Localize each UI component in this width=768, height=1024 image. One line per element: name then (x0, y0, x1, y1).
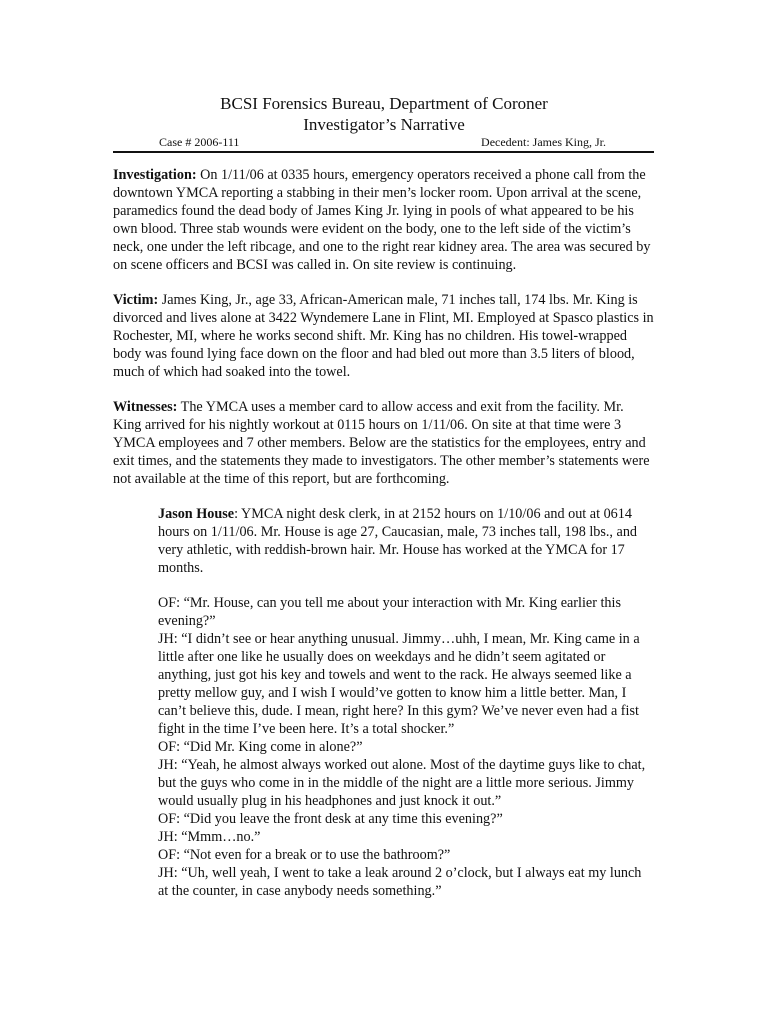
witnesses-paragraph (113, 398, 654, 488)
investigation-label: Investigation: (113, 167, 197, 183)
document-title: BCSI Forensics Bureau, Department of Coroner (220, 94, 548, 113)
victim-label: Victim: (113, 292, 159, 308)
transcript-line: OF: “Did you leave the front desk at any time this evening?” (158, 811, 503, 827)
transcript-line: OF: “Not even for a break or to use the bathroom?” (158, 847, 451, 863)
victim-text: James King, Jr., age 33, African-American male, 71 inches tall, 174 lbs. Mr. King is divorced and lives alone at 3422 Wyndemere Lane in Flint, MI. Employed at Spasco plastics in Rochester, MI, where he works second shift. Mr. King has no children. His towel-wrapped body was found lying face down on the floor and had bled out more than 3.5 liters of blood, much of which had soaked into the towel. (113, 292, 654, 380)
witness-paragraph (158, 505, 654, 577)
witnesses-text: The YMCA uses a member card to allow access and exit from the facility. Mr. King arrived for his nightly workout at 0115 hours on 1/11/06. On site at that time were 3 YMCA employees and 7 other members. Below are the statistics for the employees, entry and exit times, and the statements they made to investigators. The other member’s statements were not available at the time of this report, but are forthcoming. (113, 399, 650, 487)
transcript-line: JH: “Mmm…no.” (158, 829, 261, 845)
decedent-name: Decedent: James King, Jr. (481, 135, 606, 149)
interview-transcript (158, 594, 654, 900)
case-info-line (113, 135, 654, 153)
narrative-body (113, 166, 654, 900)
transcript-line: OF: “Mr. House, can you tell me about your interaction with Mr. King earlier this evening?” (158, 595, 621, 629)
investigation-text: On 1/11/06 at 0335 hours, emergency operators received a phone call from the downtown YMCA reporting a stabbing in their men’s locker room. Upon arrival at the scene, paramedics found the dead body of James King Jr. lying in pools of what appeared to be his own blood. Three stab wounds were evident on the body, one to the left side of the victim’s neck, one under the left ribcage, and one to the right rear kidney area. The area was secured by on scene officers and BCSI was called in. On site review is continuing. (113, 167, 651, 273)
transcript-line: JH: “I didn’t see or hear anything unusual. Jimmy…uhh, I mean, Mr. King came in a little after one like he usually does on weekdays and he didn’t seem agitated or anything, just got his key and towels and went to the rack. He always seemed like a pretty mellow guy, and I wish I would’ve gotten to know him a little better. Man, I can’t believe this, dude. I mean, right here? In this gym? We’ve never even had a fist fight in the time I’ve been here. It’s a total shocker.” (158, 631, 640, 737)
transcript-line: JH: “Yeah, he almost always worked out alone. Most of the daytime guys like to chat, but the guys who come in in the middle of the night are a little more serious. Jimmy would usually plug in his headphones and just knock it out.” (158, 757, 646, 809)
investigation-paragraph (113, 166, 654, 274)
witnesses-label: Witnesses: (113, 399, 178, 415)
victim-paragraph (113, 291, 654, 381)
document-subtitle: Investigator’s Narrative (303, 115, 465, 134)
transcript-line: JH: “Uh, well yeah, I went to take a leak around 2 o’clock, but I always eat my lunch at the counter, in case anybody needs something.” (158, 865, 642, 899)
witness-name: Jason House (158, 506, 235, 522)
case-number: Case # 2006-111 (159, 135, 240, 149)
witness-text: : YMCA night desk clerk, in at 2152 hours on 1/10/06 and out at 0614 hours on 1/11/06. Mr. House is age 27, Caucasian, male, 73 inches tall, 198 lbs., and very athletic, with reddish-brown hair. Mr. House has worked at the YMCA for 17 months. (158, 506, 638, 576)
transcript-line: OF: “Did Mr. King come in alone?” (158, 739, 363, 755)
